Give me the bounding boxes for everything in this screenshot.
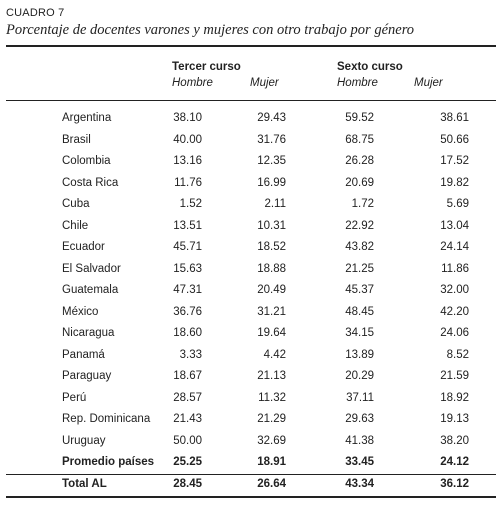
- country-name: Promedio países: [62, 456, 155, 468]
- value-cell: 13.51: [173, 219, 202, 232]
- value-cell: 1.72: [351, 198, 374, 210]
- country-name: Rep. Dominicana: [62, 413, 151, 425]
- table-title: Porcentaje de docentes varones y mujeres con otro trabajo por género: [6, 22, 415, 38]
- subheader-hombre-tercer: Hombre: [172, 77, 213, 89]
- table-row: [0, 134, 504, 154]
- value-cell: 31.21: [257, 305, 286, 318]
- country-name: Panamá: [62, 348, 105, 361]
- value-cell: 1.52: [179, 198, 202, 210]
- value-cell: 31.76: [257, 133, 286, 146]
- value-cell: 40.00: [173, 133, 202, 146]
- value-cell: 26.64: [257, 478, 286, 490]
- value-cell: 18.91: [257, 456, 286, 468]
- value-cell: 10.31: [257, 219, 286, 232]
- table-row: [0, 263, 504, 283]
- group-header-sexto: Sexto curso: [337, 61, 403, 73]
- value-cell: 13.16: [173, 155, 202, 167]
- value-cell: 3.33: [179, 348, 202, 361]
- value-cell: 19.13: [440, 413, 469, 425]
- value-cell: 21.25: [345, 262, 374, 275]
- country-name: El Salvador: [62, 262, 121, 275]
- group-header-tercer: Tercer curso: [172, 61, 241, 73]
- value-cell: 38.20: [440, 434, 469, 447]
- value-cell: 24.14: [440, 241, 469, 253]
- header-rule: [6, 100, 496, 101]
- table-row: [0, 306, 504, 326]
- value-cell: 36.12: [440, 478, 469, 490]
- value-cell: 20.49: [257, 284, 286, 296]
- table-row: [0, 327, 504, 347]
- value-cell: 19.82: [440, 176, 469, 189]
- value-cell: 43.34: [345, 478, 374, 490]
- value-cell: 41.38: [345, 434, 374, 447]
- value-cell: 22.92: [345, 219, 374, 232]
- table-number: CUADRO 7: [6, 7, 65, 19]
- value-cell: 29.43: [257, 112, 286, 124]
- value-cell: 11.76: [174, 176, 202, 189]
- table-row: [0, 198, 504, 218]
- country-name: Brasil: [62, 133, 91, 146]
- bottom-rule: [6, 496, 496, 498]
- country-name: Paraguay: [62, 370, 112, 382]
- value-cell: 17.52: [440, 155, 469, 167]
- value-cell: 18.92: [440, 391, 469, 404]
- table-row: [0, 155, 504, 175]
- value-cell: 68.75: [345, 133, 374, 146]
- value-cell: 45.71: [173, 241, 202, 253]
- value-cell: 36.76: [173, 305, 202, 318]
- value-cell: 4.42: [263, 348, 286, 361]
- value-cell: 47.31: [173, 284, 202, 296]
- value-cell: 11.32: [258, 391, 286, 404]
- country-name: Chile: [62, 219, 89, 232]
- value-cell: 50.00: [173, 434, 202, 447]
- value-cell: 21.29: [257, 413, 286, 425]
- summary-row: [0, 456, 504, 476]
- country-name: México: [62, 305, 99, 318]
- value-cell: 18.88: [257, 262, 286, 275]
- value-cell: 20.69: [345, 176, 374, 189]
- table-row: [0, 413, 504, 433]
- table-row: [0, 220, 504, 240]
- value-cell: 11.86: [441, 262, 469, 275]
- value-cell: 13.89: [345, 348, 374, 361]
- value-cell: 16.99: [257, 176, 286, 189]
- table-row: [0, 284, 504, 304]
- value-cell: 48.45: [345, 305, 374, 318]
- value-cell: 50.66: [440, 133, 469, 146]
- value-cell: 37.11: [346, 391, 374, 404]
- subheader-hombre-sexto: Hombre: [337, 77, 378, 89]
- table-row: [0, 241, 504, 261]
- country-name: Nicaragua: [62, 327, 115, 339]
- value-cell: 21.59: [440, 370, 469, 382]
- value-cell: 24.12: [440, 456, 469, 468]
- country-name: Cuba: [62, 198, 90, 210]
- country-name: Ecuador: [62, 241, 105, 253]
- country-name: Colombia: [62, 155, 111, 167]
- country-name: Uruguay: [62, 434, 106, 447]
- country-name: Costa Rica: [62, 176, 119, 189]
- value-cell: 28.45: [173, 478, 202, 490]
- value-cell: 26.28: [345, 155, 374, 167]
- value-cell: 32.69: [257, 434, 286, 447]
- value-cell: 2.11: [264, 198, 286, 210]
- value-cell: 15.63: [173, 262, 202, 275]
- value-cell: 21.13: [257, 370, 286, 382]
- value-cell: 28.57: [173, 391, 202, 404]
- value-cell: 5.69: [446, 198, 469, 210]
- value-cell: 8.52: [446, 348, 469, 361]
- value-cell: 20.29: [345, 370, 374, 382]
- value-cell: 21.43: [173, 413, 202, 425]
- table-row: [0, 112, 504, 132]
- value-cell: 45.37: [345, 284, 374, 296]
- top-rule: [6, 45, 496, 47]
- table-row: [0, 177, 504, 197]
- subheader-mujer-tercer: Mujer: [250, 77, 279, 89]
- table-row: [0, 349, 504, 369]
- value-cell: 13.04: [440, 219, 469, 232]
- value-cell: 38.61: [440, 112, 469, 124]
- value-cell: 18.52: [257, 241, 286, 253]
- value-cell: 43.82: [345, 241, 374, 253]
- table-row: [0, 392, 504, 412]
- summary-rule: [6, 474, 496, 475]
- value-cell: 59.52: [345, 112, 374, 124]
- value-cell: 25.25: [173, 456, 202, 468]
- subheader-mujer-sexto: Mujer: [414, 77, 443, 89]
- value-cell: 42.20: [440, 305, 469, 318]
- value-cell: 38.10: [173, 112, 202, 124]
- country-name: Total AL: [62, 478, 107, 490]
- country-name: Guatemala: [62, 284, 119, 296]
- value-cell: 32.00: [440, 284, 469, 296]
- value-cell: 24.06: [440, 327, 469, 339]
- value-cell: 12.35: [257, 155, 286, 167]
- value-cell: 19.64: [257, 327, 286, 339]
- summary-row: [0, 478, 504, 498]
- value-cell: 18.60: [173, 327, 202, 339]
- value-cell: 29.63: [345, 413, 374, 425]
- country-name: Perú: [62, 391, 87, 404]
- value-cell: 34.15: [345, 327, 374, 339]
- table-row: [0, 435, 504, 455]
- value-cell: 33.45: [345, 456, 374, 468]
- country-name: Argentina: [62, 112, 112, 124]
- value-cell: 18.67: [173, 370, 202, 382]
- table-row: [0, 370, 504, 390]
